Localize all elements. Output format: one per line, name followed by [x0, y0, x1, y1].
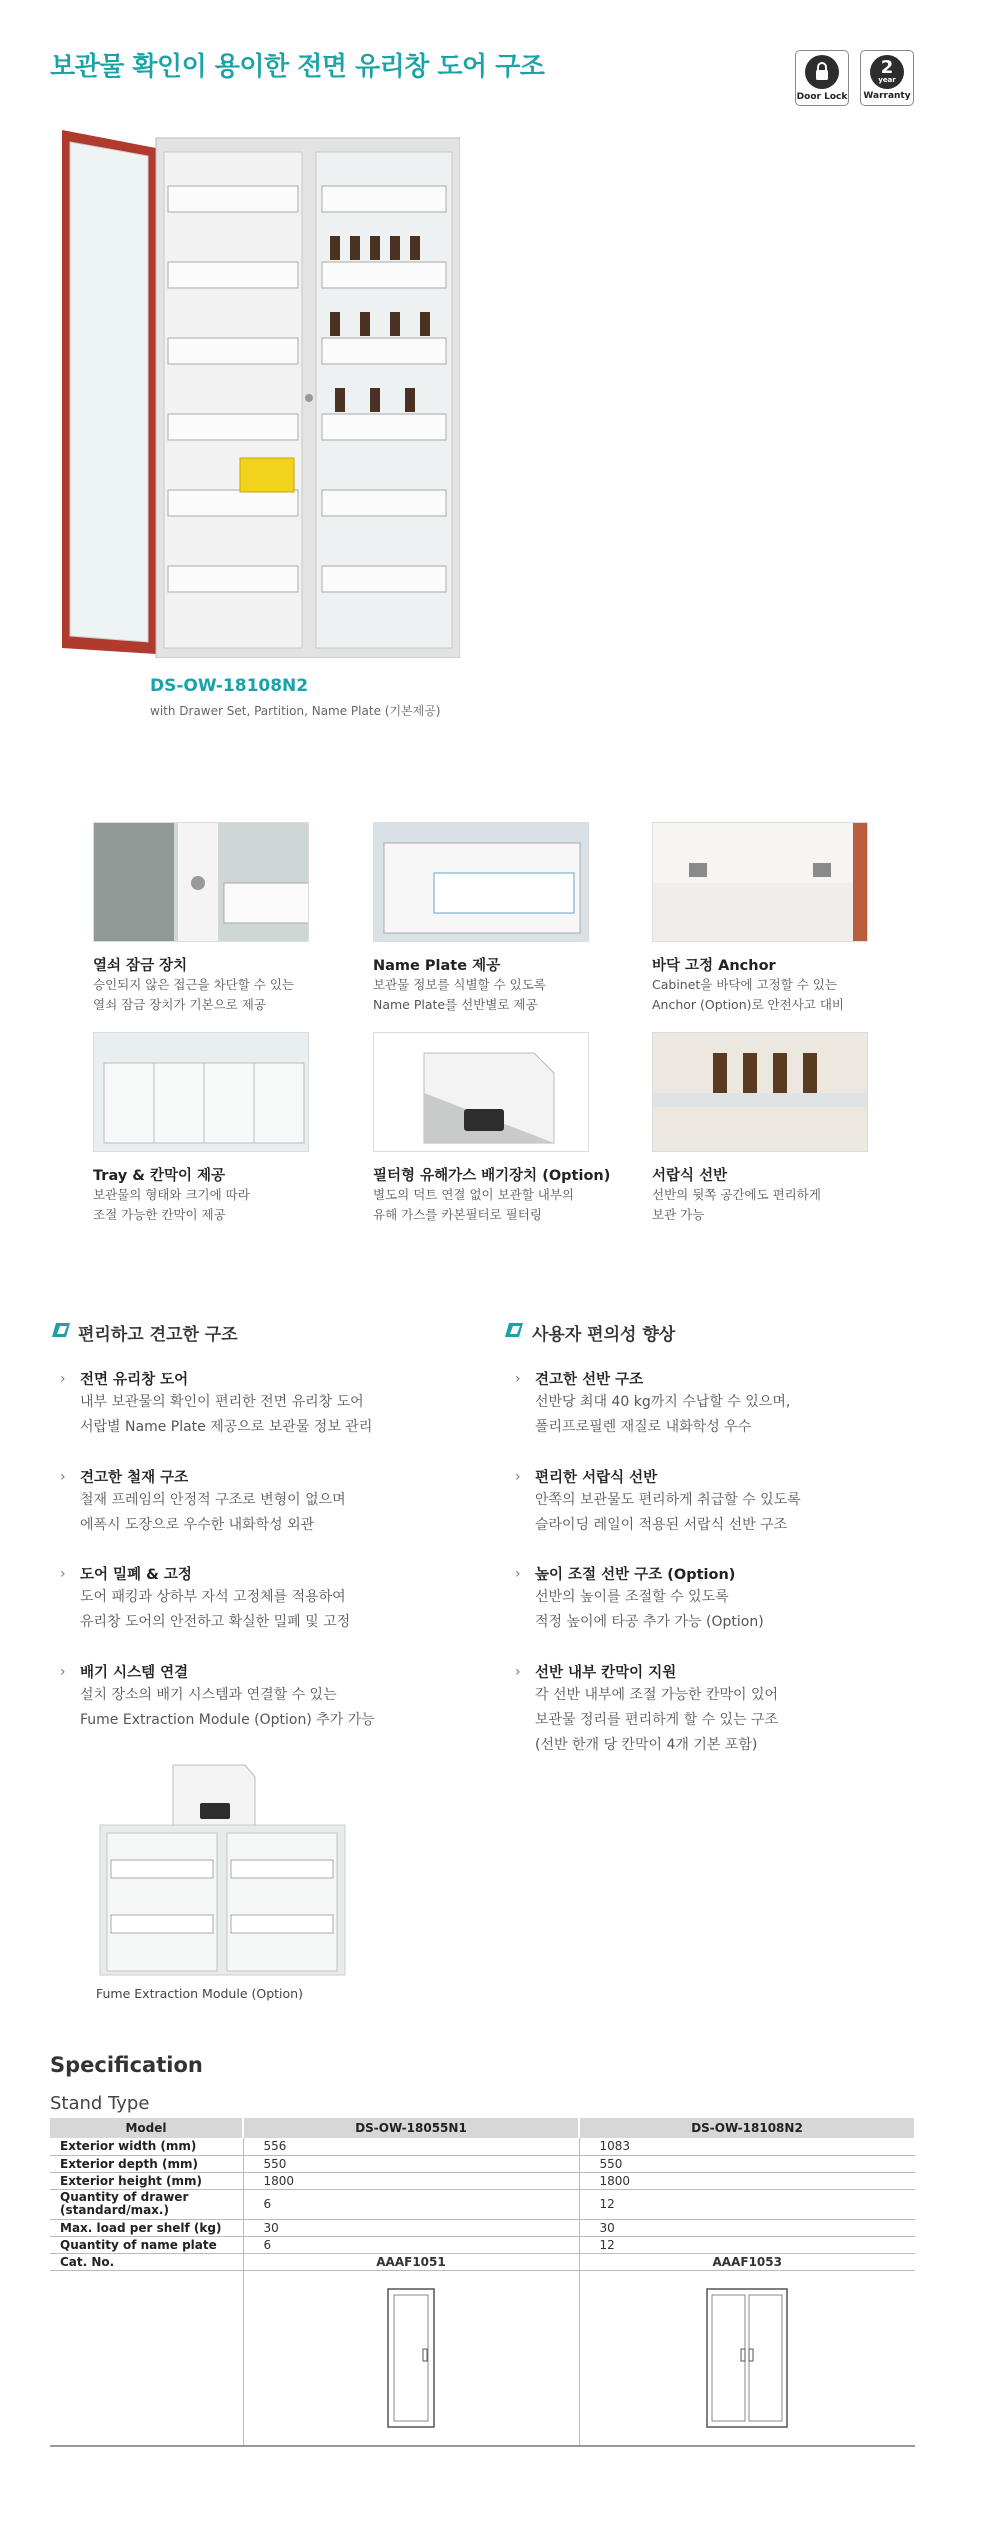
feature-image-lock: [93, 822, 309, 942]
feature-desc: 별도의 덕트 연결 없이 보관할 내부의 유해 가스를 카본필터로 필터링: [373, 1187, 574, 1222]
spec-row: Exterior width (mm) 556 1083: [50, 2138, 915, 2155]
stand-type-label: Stand Type: [50, 2093, 150, 2114]
chevron-right-icon: ›: [60, 1566, 66, 1582]
feature-title: 서랍식 선반: [652, 1168, 728, 1184]
page-title: 보관물 확인이 용이한 전면 유리창 도어 구조: [50, 52, 545, 82]
warranty-year: year: [878, 76, 896, 84]
section-title-left: 편리하고 견고한 구조: [78, 1325, 238, 1345]
feature-title: 바닥 고정 Anchor: [652, 958, 776, 974]
section-icon: [52, 1323, 70, 1337]
left-item: › 배기 시스템 연결 설치 장소의 배기 시스템과 연결할 수 있는 Fume Extraction Module (Option) 추가 가능: [60, 1664, 375, 1728]
feature-image-anchor: [652, 822, 868, 942]
chevron-right-icon: ›: [515, 1566, 521, 1582]
spec-row: Max. load per shelf (kg) 30 30: [50, 2219, 915, 2236]
spec-row-drawing: [50, 2270, 915, 2446]
spec-row-catno: Cat. No. AAAF1051 AAAF1053: [50, 2253, 915, 2270]
hero-subtitle: with Drawer Set, Partition, Name Plate (기본제공): [150, 704, 441, 718]
spec-header-model: Model: [50, 2118, 243, 2138]
left-item: › 견고한 철재 구조 철재 프레임의 안정적 구조로 변형이 없으며 에폭시 도장으로 우수한 내화학성 외관: [60, 1469, 346, 1533]
feature-desc: Cabinet을 바닥에 고정할 수 있는 Anchor (Option)로 안전사고 대비: [652, 977, 844, 1012]
feature-title: 필터형 유해가스 배기장치 (Option): [373, 1168, 611, 1184]
fume-module-image: [95, 1755, 350, 1980]
spec-row: Exterior height (mm) 1800 1800: [50, 2172, 915, 2189]
right-item: › 선반 내부 칸막이 지원 각 선반 내부에 조절 가능한 칸막이 있어 보관물 정리를 편리하게 할 수 있는 구조 (선반 한개 당 칸막이 4개 기본 포함): [515, 1664, 779, 1753]
right-item: › 높이 조절 선반 구조 (Option) 선반의 높이를 조절할 수 있도록 적정 높이에 타공 추가 가능 (Option): [515, 1566, 764, 1630]
feature-desc: 보관물 정보를 식별할 수 있도록 Name Plate를 선반별로 제공: [373, 977, 546, 1012]
section-title-right: 사용자 편의성 향상: [532, 1325, 676, 1345]
feature-desc: 선반의 뒷쪽 공간에도 편리하게 보관 가능: [652, 1187, 821, 1222]
chevron-right-icon: ›: [60, 1371, 66, 1387]
feature-desc: 승인되지 않은 접근을 차단할 수 있는 열쇠 잠금 장치가 기본으로 제공: [93, 977, 294, 1012]
spec-header-model-2: DS-OW-18108N2: [579, 2118, 915, 2138]
section-icon: [505, 1323, 523, 1337]
hero-model: DS-OW-18108N2: [150, 676, 309, 696]
feature-image-drawer: [652, 1032, 868, 1152]
spec-table: [50, 2118, 916, 2447]
left-item: › 도어 밀폐 & 고정 도어 패킹과 상하부 자석 고정체를 적용하여 유리창 도어의 안전하고 확실한 밀폐 및 고정: [60, 1566, 351, 1630]
feature-desc: 보관물의 형태와 크기에 따라 조절 가능한 칸막이 제공: [93, 1187, 250, 1222]
right-item: › 견고한 선반 구조 선반당 최대 40 kg까지 수납할 수 있으며, 폴리프로필렌 재질로 내화학성 우수: [515, 1371, 791, 1435]
single-door-drawing: [386, 2287, 436, 2429]
left-item: › 전면 유리창 도어 내부 보관물의 확인이 편리한 전면 유리창 도어 서랍별 Name Plate 제공으로 보관물 정보 관리: [60, 1371, 373, 1435]
chevron-right-icon: ›: [60, 1664, 66, 1680]
spec-row: Exterior depth (mm) 550 550: [50, 2155, 915, 2172]
spec-header-row: [50, 2118, 915, 2138]
feature-title: 열쇠 잠금 장치: [93, 958, 188, 974]
feature-image-filter: [373, 1032, 589, 1152]
lock-icon: [805, 55, 839, 89]
feature-image-nameplate: [373, 822, 589, 942]
warranty-label: Warranty: [863, 91, 911, 101]
warranty-number: 2: [880, 57, 894, 78]
chevron-right-icon: ›: [515, 1371, 521, 1387]
feature-title: Name Plate 제공: [373, 958, 501, 974]
spec-header-model-1: DS-OW-18055N1: [243, 2118, 579, 2138]
chevron-right-icon: ›: [60, 1469, 66, 1485]
fume-module-caption: Fume Extraction Module (Option): [96, 1986, 303, 2001]
feature-title: Tray & 칸막이 제공: [93, 1168, 226, 1184]
door-lock-label: Door Lock: [796, 92, 848, 102]
door-lock-badge: [795, 50, 849, 106]
double-door-drawing: [705, 2287, 789, 2429]
right-item: › 편리한 서랍식 선반 안쪽의 보관물도 편리하게 취급할 수 있도록 슬라이딩 레일이 적용된 서랍식 선반 구조: [515, 1469, 801, 1533]
chevron-right-icon: ›: [515, 1664, 521, 1680]
cabinet-image: [60, 128, 460, 658]
warranty-badge: [860, 50, 914, 106]
spec-row: Quantity of drawer (standard/max.) 6 12: [50, 2189, 915, 2219]
spec-title: Specification: [50, 2053, 203, 2077]
spec-row: Quantity of name plate 6 12: [50, 2236, 915, 2253]
chevron-right-icon: ›: [515, 1469, 521, 1485]
feature-image-tray: [93, 1032, 309, 1152]
